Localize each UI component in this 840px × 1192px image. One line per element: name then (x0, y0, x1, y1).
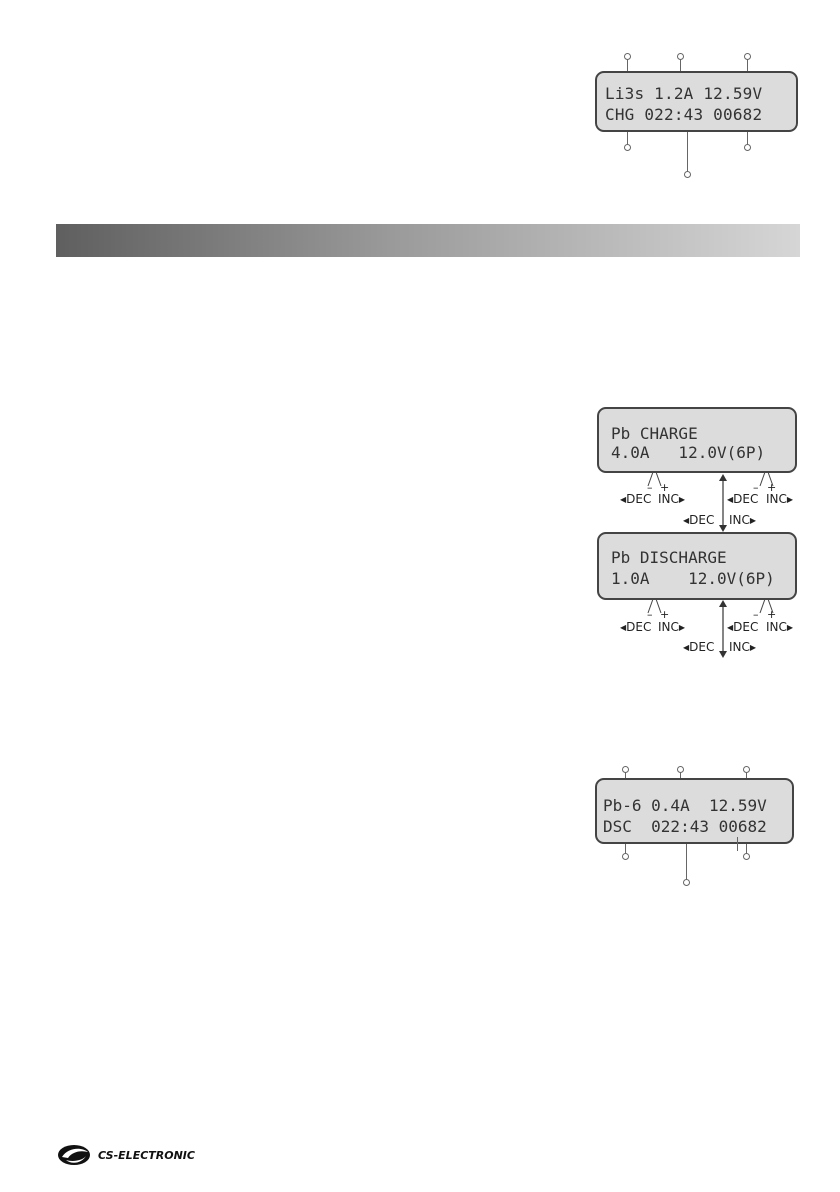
dec-button[interactable]: ◀DEC (620, 492, 652, 506)
brand-name: CS-ELECTRONIC (98, 1149, 195, 1162)
up-down-arrow-icon (716, 600, 730, 658)
lcd-line-2: 1.0A 12.0V(6P) (611, 569, 775, 588)
lcd-pb-discharge (597, 532, 797, 600)
arrow-left-icon: ◀ (683, 643, 690, 652)
lcd-pb-charge (597, 407, 797, 473)
plus-label: + (767, 481, 777, 494)
lcd-line-1: Pb-6 0.4A 12.59V (603, 796, 767, 815)
minus-label: – (647, 481, 653, 494)
arrow-left-icon: ◀ (620, 623, 627, 632)
minus-label: – (647, 608, 653, 621)
arrow-right-icon: ▶ (678, 623, 686, 632)
lcd-line-1: Li3s 1.2A 12.59V (605, 84, 763, 103)
arrow-left-icon: ◀ (727, 495, 734, 504)
dec-button[interactable]: ◀DEC (727, 492, 759, 506)
minus-label: – (753, 608, 759, 621)
dec-button[interactable]: ◀DEC (683, 513, 715, 527)
inc-button[interactable]: INC▶ (729, 640, 757, 654)
dec-button[interactable]: ◀DEC (727, 620, 759, 634)
inc-button[interactable]: INC▶ (658, 492, 686, 506)
dec-button[interactable]: ◀DEC (683, 640, 715, 654)
lcd-line-2: CHG 022:43 00682 (605, 105, 763, 124)
minus-label: – (753, 481, 759, 494)
arrow-right-icon: ▶ (749, 516, 757, 525)
up-down-arrow-icon (716, 474, 730, 532)
arrow-right-icon: ▶ (786, 495, 794, 504)
arrow-right-icon: ▶ (786, 623, 794, 632)
inc-button[interactable]: INC▶ (766, 620, 794, 634)
section-header-bar (56, 224, 800, 257)
dec-button[interactable]: ◀DEC (620, 620, 652, 634)
arrow-left-icon: ◀ (727, 623, 734, 632)
arrow-right-icon: ▶ (749, 643, 757, 652)
arrow-right-icon: ▶ (678, 495, 686, 504)
inc-button[interactable]: INC▶ (658, 620, 686, 634)
lcd-charge-status (595, 71, 798, 132)
lcd-line-1: Pb CHARGE (611, 424, 698, 443)
plus-label: + (660, 481, 670, 494)
arrow-left-icon: ◀ (683, 516, 690, 525)
inc-button[interactable]: INC▶ (729, 513, 757, 527)
lcd-line-2: 4.0A 12.0V(6P) (611, 443, 766, 462)
inc-button[interactable]: INC▶ (766, 492, 794, 506)
plus-label: + (660, 608, 670, 621)
cs-electronic-logo-icon (56, 1143, 96, 1167)
lcd-line-2: DSC 022:43 00682 (603, 817, 767, 836)
plus-label: + (767, 608, 777, 621)
lcd-discharge-status (595, 778, 794, 844)
lcd-line-1: Pb DISCHARGE (611, 548, 727, 567)
arrow-left-icon: ◀ (620, 495, 627, 504)
